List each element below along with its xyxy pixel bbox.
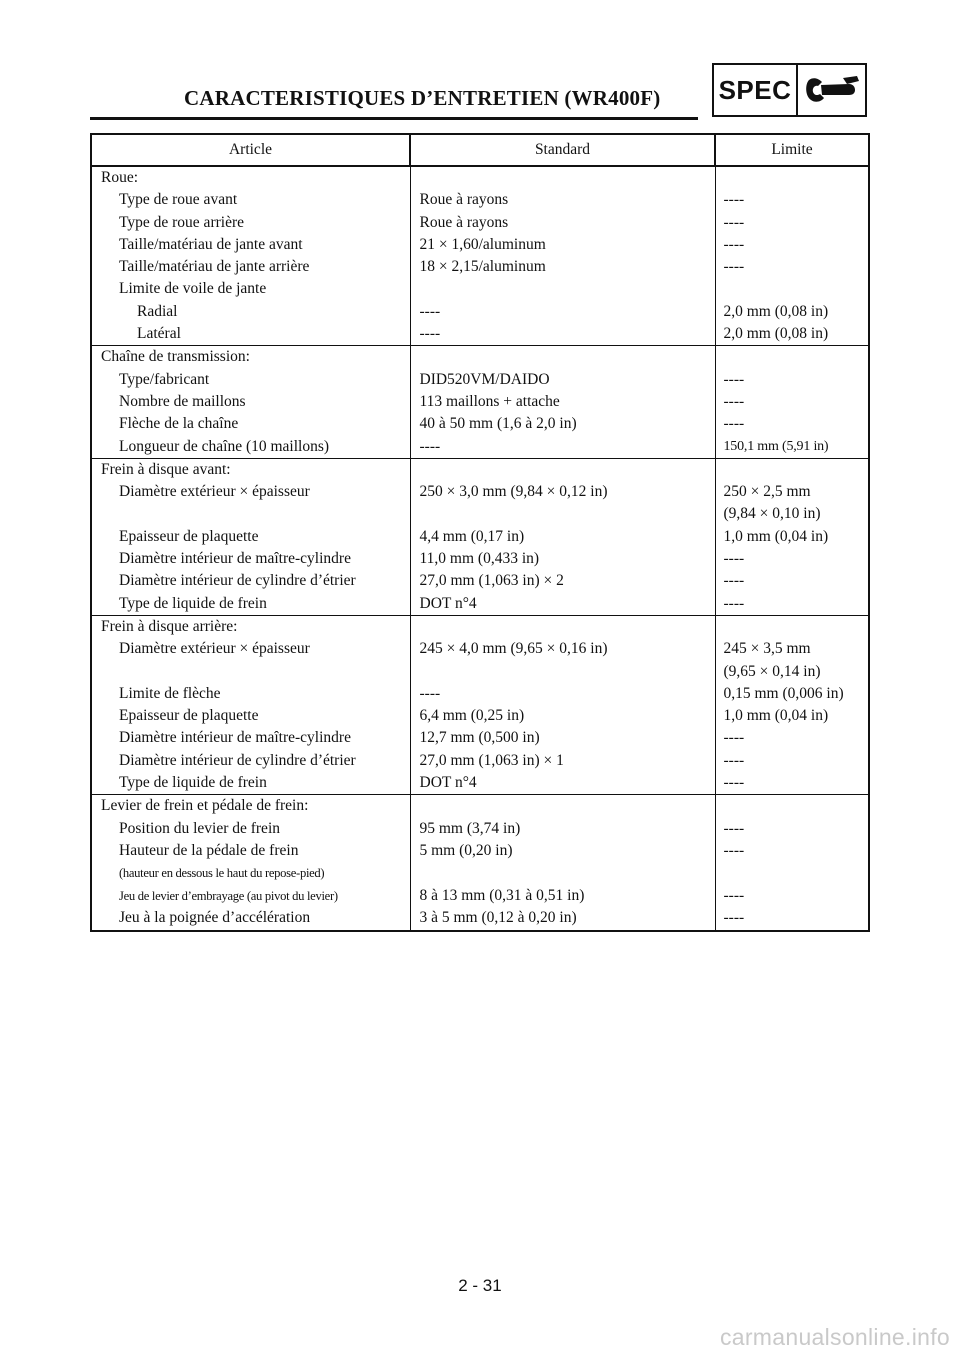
cell-limite: 245 × 3,5 mm	[715, 638, 869, 660]
table-row	[91, 795, 869, 818]
article-label: Hauteur de la pédale de frein	[119, 841, 299, 859]
cell-standard: DID520VM/DAIDO	[410, 369, 715, 391]
cell-standard: 95 mm (3,74 in)	[410, 818, 715, 840]
cell-standard: 5 mm (0,20 in)	[410, 840, 715, 862]
article-label: Epaisseur de plaquette	[119, 707, 259, 725]
table-row	[91, 548, 869, 570]
cell-article	[91, 301, 410, 323]
cell-standard	[410, 503, 715, 525]
table-row	[91, 212, 869, 234]
cell-article	[91, 638, 410, 660]
table-row	[91, 526, 869, 548]
cell-standard: 4,4 mm (0,17 in)	[410, 526, 715, 548]
cell-limite: 1,0 mm (0,04 in)	[715, 705, 869, 727]
cell-article	[91, 862, 410, 884]
cell-article	[91, 323, 410, 346]
cell-article	[91, 391, 410, 413]
article-label: Taille/matériau de jante arrière	[119, 258, 310, 276]
cell-standard: 3 à 5 mm (0,12 à 0,20 in)	[410, 907, 715, 931]
cell-article	[91, 234, 410, 256]
cell-article	[91, 503, 410, 525]
cell-limite: ----	[715, 234, 869, 256]
cell-limite: ----	[715, 413, 869, 435]
cell-limite	[715, 862, 869, 884]
article-label: Limite de flèche	[119, 684, 221, 702]
column-header-standard: Standard	[410, 134, 715, 166]
cell-article	[91, 615, 410, 638]
table-header-row	[91, 134, 869, 166]
article-label: (hauteur en dessous le haut du repose-pied)	[119, 866, 325, 881]
cell-article	[91, 189, 410, 211]
cell-article	[91, 705, 410, 727]
cell-article	[91, 772, 410, 795]
table-row	[91, 369, 869, 391]
article-label: Radial	[137, 302, 178, 320]
cell-article	[91, 885, 410, 907]
cell-standard: ----	[410, 436, 715, 459]
table-row	[91, 772, 869, 795]
table-row	[91, 481, 869, 503]
cell-article	[91, 212, 410, 234]
cell-article	[91, 570, 410, 592]
article-label: Diamètre intérieur de cylindre d’étrier	[119, 751, 356, 769]
cell-standard: DOT n°4	[410, 593, 715, 616]
page-title: CARACTERISTIQUES D’ENTRETIEN (WR400F)	[184, 86, 661, 110]
cell-article	[91, 750, 410, 772]
article-label: Longueur de chaîne (10 maillons)	[119, 437, 330, 455]
table-row	[91, 750, 869, 772]
cell-standard: 40 à 50 mm (1,6 à 2,0 in)	[410, 413, 715, 435]
cell-limite: ----	[715, 369, 869, 391]
table-row	[91, 638, 869, 660]
table-row	[91, 323, 869, 346]
cell-standard: 8 à 13 mm (0,31 à 0,51 in)	[410, 885, 715, 907]
cell-standard	[410, 346, 715, 369]
article-label: Diamètre intérieur de cylindre d’étrier	[119, 572, 356, 590]
article-label: Type de roue avant	[119, 191, 238, 209]
cell-limite: ----	[715, 750, 869, 772]
spec-table	[90, 133, 870, 932]
cell-limite: ----	[715, 907, 869, 931]
watermark: carmanualsonline.info	[719, 1324, 950, 1350]
cell-limite: 150,1 mm (5,91 in)	[715, 436, 869, 459]
cell-limite: ----	[715, 593, 869, 616]
table-row	[91, 458, 869, 481]
table-row	[91, 278, 869, 300]
table-row	[91, 189, 869, 211]
article-label: Type/fabricant	[119, 370, 210, 388]
cell-standard: 113 maillons + attache	[410, 391, 715, 413]
cell-article	[91, 795, 410, 818]
header-rule	[90, 117, 698, 120]
cell-limite: ----	[715, 885, 869, 907]
article-label: Chaîne de transmission:	[101, 348, 250, 366]
article-label: Flèche de la chaîne	[119, 415, 239, 433]
table-body	[91, 166, 869, 931]
cell-limite	[715, 615, 869, 638]
cell-article	[91, 278, 410, 300]
cell-article	[91, 369, 410, 391]
cell-standard: Roue à rayons	[410, 212, 715, 234]
table-row	[91, 166, 869, 189]
cell-limite: ----	[715, 727, 869, 749]
table-row	[91, 391, 869, 413]
cell-article	[91, 256, 410, 278]
cell-limite: ----	[715, 548, 869, 570]
cell-limite: ----	[715, 772, 869, 795]
article-label: Type de liquide de frein	[119, 774, 267, 792]
cell-article	[91, 526, 410, 548]
table-row	[91, 907, 869, 931]
cell-limite	[715, 166, 869, 189]
article-label: Jeu de levier d’embrayage (au pivot du levier)	[119, 888, 338, 903]
cell-standard: 27,0 mm (1,063 in) × 2	[410, 570, 715, 592]
cell-limite: ----	[715, 391, 869, 413]
cell-article	[91, 907, 410, 931]
page-number: 2 - 31	[458, 1276, 502, 1295]
table-row	[91, 413, 869, 435]
cell-article	[91, 548, 410, 570]
cell-limite: ----	[715, 840, 869, 862]
article-label: Position du levier de frein	[119, 819, 280, 837]
cell-limite: (9,65 × 0,14 in)	[715, 661, 869, 683]
table-row	[91, 346, 869, 369]
cell-standard: ----	[410, 301, 715, 323]
article-label: Frein à disque arrière:	[101, 617, 238, 635]
cell-standard	[410, 862, 715, 884]
table-row	[91, 862, 869, 884]
cell-limite: 0,15 mm (0,006 in)	[715, 683, 869, 705]
cell-standard: 18 × 2,15/aluminum	[410, 256, 715, 278]
cell-limite: 2,0 mm (0,08 in)	[715, 323, 869, 346]
cell-limite	[715, 346, 869, 369]
cell-article	[91, 481, 410, 503]
cell-limite: 250 × 2,5 mm	[715, 481, 869, 503]
article-label: Diamètre intérieur de maître-cylindre	[119, 550, 351, 568]
table-row	[91, 705, 869, 727]
cell-standard	[410, 661, 715, 683]
cell-limite	[715, 278, 869, 300]
cell-limite: ----	[715, 256, 869, 278]
spec-label: SPEC	[714, 65, 798, 115]
article-label: Type de liquide de frein	[119, 594, 267, 612]
table-row	[91, 503, 869, 525]
cell-standard: 250 × 3,0 mm (9,84 × 0,12 in)	[410, 481, 715, 503]
table-row	[91, 436, 869, 459]
table-row	[91, 570, 869, 592]
cell-article	[91, 840, 410, 862]
table-row	[91, 256, 869, 278]
cell-limite: ----	[715, 818, 869, 840]
cell-standard	[410, 458, 715, 481]
column-header-limite: Limite	[715, 134, 869, 166]
cell-limite: ----	[715, 189, 869, 211]
cell-standard: ----	[410, 323, 715, 346]
cell-standard	[410, 615, 715, 638]
article-label: Limite de voile de jante	[119, 280, 267, 298]
cell-standard	[410, 795, 715, 818]
table-row	[91, 301, 869, 323]
cell-standard: 245 × 4,0 mm (9,65 × 0,16 in)	[410, 638, 715, 660]
cell-standard: 21 × 1,60/aluminum	[410, 234, 715, 256]
table-row	[91, 234, 869, 256]
cell-limite: (9,84 × 0,10 in)	[715, 503, 869, 525]
cell-limite	[715, 458, 869, 481]
cell-limite	[715, 795, 869, 818]
spec-badge	[712, 63, 867, 117]
table-row	[91, 840, 869, 862]
table-row	[91, 615, 869, 638]
cell-standard	[410, 278, 715, 300]
cell-article	[91, 458, 410, 481]
cell-standard: 12,7 mm (0,500 in)	[410, 727, 715, 749]
article-label: Jeu à la poignée d’accélération	[119, 908, 311, 926]
wrench-icon	[798, 65, 865, 115]
article-label: Taille/matériau de jante avant	[119, 235, 303, 253]
cell-standard: 6,4 mm (0,25 in)	[410, 705, 715, 727]
article-label: Diamètre extérieur × épaisseur	[119, 483, 310, 501]
cell-article	[91, 413, 410, 435]
article-label: Nombre de maillons	[119, 392, 246, 410]
cell-article	[91, 727, 410, 749]
cell-limite: ----	[715, 212, 869, 234]
table-row	[91, 885, 869, 907]
cell-limite: 1,0 mm (0,04 in)	[715, 526, 869, 548]
cell-article	[91, 593, 410, 616]
table-row	[91, 683, 869, 705]
cell-standard: ----	[410, 683, 715, 705]
cell-article	[91, 661, 410, 683]
cell-standard: 27,0 mm (1,063 in) × 1	[410, 750, 715, 772]
article-label: Diamètre intérieur de maître-cylindre	[119, 729, 351, 747]
table-row	[91, 818, 869, 840]
article-label: Roue:	[101, 169, 139, 186]
article-label: Latéral	[137, 325, 181, 343]
cell-standard	[410, 166, 715, 189]
cell-article	[91, 346, 410, 369]
cell-standard: 11,0 mm (0,433 in)	[410, 548, 715, 570]
cell-limite: 2,0 mm (0,08 in)	[715, 301, 869, 323]
column-header-article: Article	[91, 134, 410, 166]
table-row	[91, 593, 869, 616]
cell-article	[91, 166, 410, 189]
article-label: Type de roue arrière	[119, 213, 244, 231]
cell-article	[91, 818, 410, 840]
article-label: Levier de frein et pédale de frein:	[101, 797, 309, 815]
article-label: Epaisseur de plaquette	[119, 527, 259, 545]
cell-article	[91, 683, 410, 705]
cell-limite: ----	[715, 570, 869, 592]
cell-standard: DOT n°4	[410, 772, 715, 795]
article-label: Diamètre extérieur × épaisseur	[119, 640, 310, 658]
table-row	[91, 661, 869, 683]
article-label: Frein à disque avant:	[101, 460, 231, 478]
table-row	[91, 727, 869, 749]
cell-standard: Roue à rayons	[410, 189, 715, 211]
cell-article	[91, 436, 410, 459]
